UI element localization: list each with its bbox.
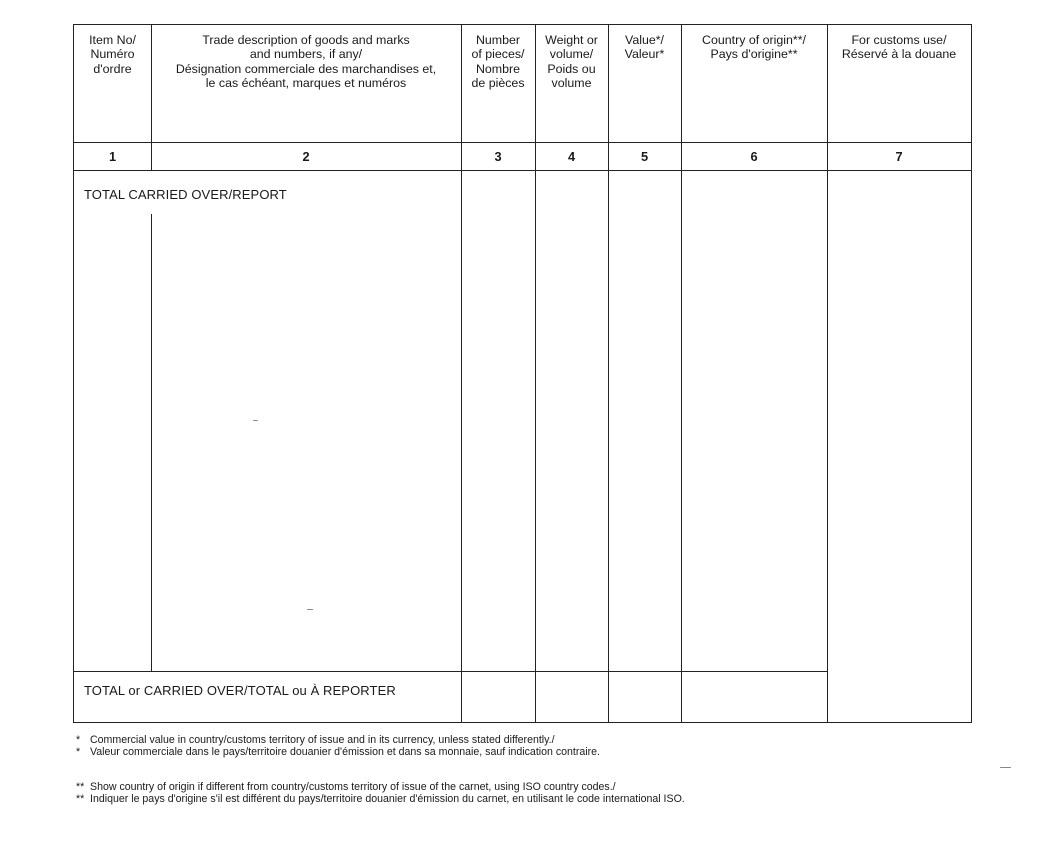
pieces-entry-area[interactable] <box>463 172 533 670</box>
scan-speck <box>1000 767 1011 768</box>
column-divider-4-5 <box>608 25 609 722</box>
column-divider-2-3 <box>461 25 462 722</box>
column-divider-1-2-body <box>151 214 152 671</box>
header-weight-volume: Weight or volume/ Poids ou volume <box>545 33 598 90</box>
footnote-value-fr-text: Valeur commerciale dans le pays/territoire douanier d'émission et dans sa monnaie, sauf indication contraire. <box>90 746 600 758</box>
goods-list-form <box>73 24 972 723</box>
column-number-5: 5 <box>640 149 649 164</box>
column-divider-5-6 <box>681 25 682 722</box>
column-number-1: 1 <box>108 149 117 164</box>
total-value-cell[interactable] <box>610 673 680 720</box>
total-origin-cell[interactable] <box>683 673 826 720</box>
column-number-7: 7 <box>895 149 903 164</box>
total-row-top-rule <box>74 671 828 672</box>
footnote-value-en <box>76 734 555 747</box>
description-entry-area[interactable] <box>153 210 460 670</box>
footnote-double-star-mark: ** <box>76 793 85 805</box>
total-or-carried-over-label: TOTAL or CARRIED OVER/TOTAL ou À REPORTER <box>84 683 396 698</box>
footnote-star-mark: * <box>76 734 81 746</box>
scan-speck <box>253 420 258 421</box>
total-carried-over-label: TOTAL CARRIED OVER/REPORT <box>84 187 287 202</box>
column-number-6: 6 <box>750 149 758 164</box>
column-number-2: 2 <box>302 149 310 164</box>
footnote-origin-fr-text: Indiquer le pays d'origine s'il est différent du pays/territoire douanier d'émission du carnet, en utilisant le code international ISO. <box>90 793 685 805</box>
column-number-4: 4 <box>567 149 576 164</box>
footnote-double-star-mark: ** <box>76 781 85 793</box>
header-country-of-origin: Country of origin**/ Pays d'origine** <box>702 33 806 62</box>
footnote-origin-en-text: Show country of origin if different from country/customs territory of issue of the carnet, using ISO country codes./ <box>90 781 616 793</box>
customs-use-area <box>829 172 970 720</box>
column-divider-6-7 <box>827 25 828 722</box>
column-number-bottom-rule <box>74 170 971 171</box>
footnote-value-en-text: Commercial value in country/customs territory of issue and in its currency, unless stated differently./ <box>90 734 555 746</box>
header-item-no: Item No/ Numéro d'ordre <box>89 33 136 76</box>
header-customs-use: For customs use/ Réservé à la douane <box>841 33 957 62</box>
item-entry-area[interactable] <box>76 210 150 670</box>
total-pieces-cell[interactable] <box>463 673 533 720</box>
total-weight-cell[interactable] <box>537 673 607 720</box>
header-number-of-pieces: Number of pieces/ Nombre de pièces <box>471 33 525 90</box>
value-entry-area[interactable] <box>610 172 680 670</box>
header-bottom-rule <box>74 142 971 143</box>
header-value: Value*/ Valeur* <box>624 33 665 62</box>
footnote-origin-en <box>76 781 616 794</box>
column-number-3: 3 <box>494 149 502 164</box>
origin-entry-area[interactable] <box>683 172 826 670</box>
footnote-star-mark: * <box>76 746 81 758</box>
weight-entry-area[interactable] <box>537 172 607 670</box>
footnote-origin-fr <box>76 793 685 806</box>
column-divider-3-4 <box>535 25 536 722</box>
scan-speck <box>307 609 313 610</box>
header-description: Trade description of goods and marks and numbers, if any/ Désignation commerciale des marchandises et, le cas échéant, marques et numéros <box>175 33 437 90</box>
footnote-value-fr <box>76 746 600 759</box>
